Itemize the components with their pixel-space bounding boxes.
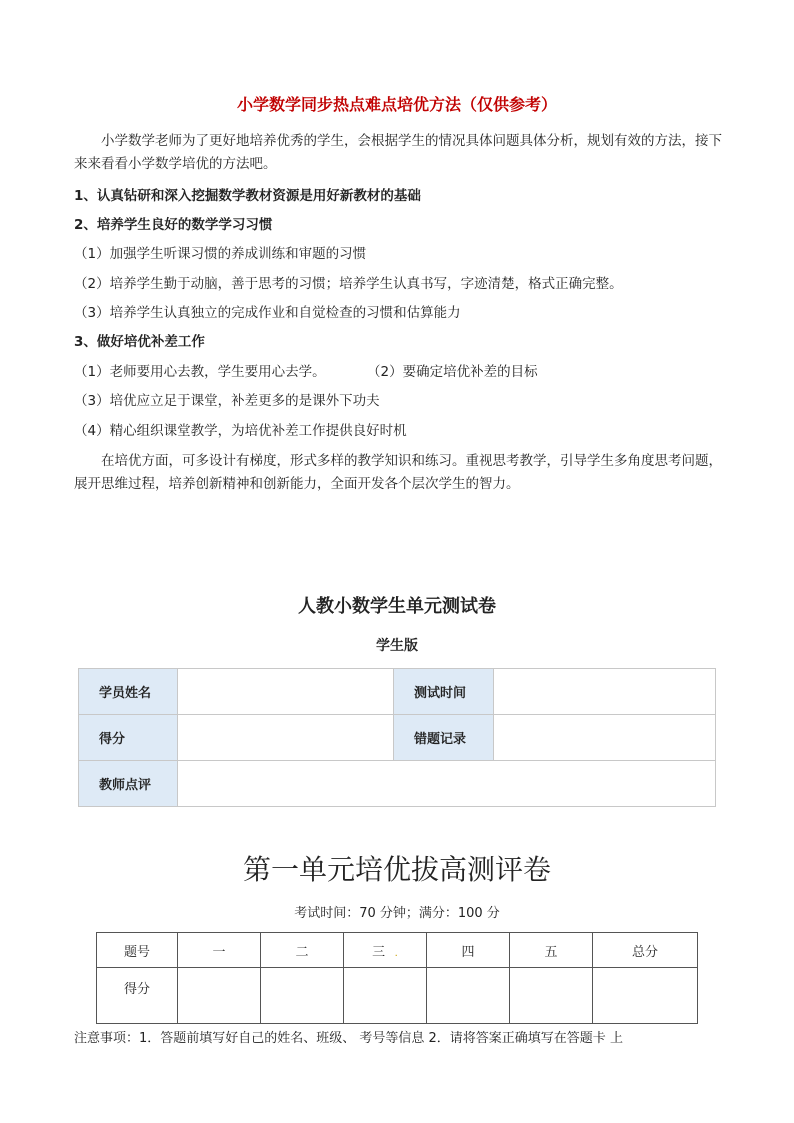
exam-title: 第一单元培优拔高测评卷 bbox=[242, 853, 551, 886]
score-cell[interactable] bbox=[178, 968, 261, 1024]
dot-mark: . bbox=[385, 947, 398, 959]
list-item: （3）培优应立足于课堂，补差更多的是课外下功夫 bbox=[74, 393, 380, 409]
score-cell[interactable] bbox=[427, 968, 510, 1024]
test-paper-title: 人教小数学生单元测试卷 bbox=[298, 596, 496, 617]
edition-label: 学生版 bbox=[376, 638, 418, 654]
heading-2: 2、培养学生良好的数学学习习惯 bbox=[74, 217, 273, 233]
score-header: 五 bbox=[510, 933, 593, 968]
heading-3: 3、做好培优补差工作 bbox=[74, 334, 205, 350]
score-header: 一 bbox=[178, 933, 261, 968]
teacher-comment-field[interactable] bbox=[178, 761, 716, 807]
score-row-label: 得分 bbox=[97, 968, 178, 1024]
score-header: 四 bbox=[427, 933, 510, 968]
list-item: （2）要确定培优补差的目标 bbox=[367, 364, 538, 380]
score-field[interactable] bbox=[178, 715, 394, 761]
name-field[interactable] bbox=[178, 669, 394, 715]
score-header-text: 三 bbox=[372, 944, 386, 960]
list-item: （1）老师要用心去教，学生要用心去学。 bbox=[74, 364, 326, 380]
error-record-label: 错题记录 bbox=[394, 715, 494, 761]
intro-paragraph: 小学数学老师为了更好地培养优秀的学生，会根据学生的情况具体问题具体分析，规划有效的方法，接下来来看看小学数学培优的方法吧。 bbox=[74, 133, 722, 172]
score-header: 题号 bbox=[97, 933, 178, 968]
score-table bbox=[96, 932, 698, 1024]
exam-time-info: 考试时间：70 分钟；满分：100 分 bbox=[294, 906, 500, 921]
test-time-field[interactable] bbox=[494, 669, 716, 715]
list-item: （3）培养学生认真独立的完成作业和自觉检查的习惯和估算能力 bbox=[74, 305, 461, 321]
heading-1: 1、认真钻研和深入挖掘数学教材资源是用好新教材的基础 bbox=[74, 188, 421, 204]
score-cell[interactable] bbox=[510, 968, 593, 1024]
student-info-table bbox=[78, 668, 716, 807]
score-cell[interactable] bbox=[593, 968, 698, 1024]
exam-notice: 注意事项：1．答题前填写好自己的姓名、班级、 考号等信息 2．请将答案正确填写在答题卡 上 bbox=[74, 1031, 623, 1046]
test-time-label: 测试时间 bbox=[394, 669, 494, 715]
score-cell[interactable] bbox=[344, 968, 427, 1024]
score-cell[interactable] bbox=[261, 968, 344, 1024]
list-item: （2）培养学生勤于动脑，善于思考的习惯；培养学生认真书写，字迹清楚，格式正确完整。 bbox=[74, 276, 623, 292]
name-label: 学员姓名 bbox=[79, 669, 178, 715]
list-item: （4）精心组织课堂教学，为培优补差工作提供良好时机 bbox=[74, 423, 407, 439]
article-title: 小学数学同步热点难点培优方法（仅供参考） bbox=[236, 95, 557, 114]
score-label: 得分 bbox=[79, 715, 178, 761]
score-header bbox=[344, 933, 427, 968]
conclusion-paragraph: 在培优方面，可多设计有梯度，形式多样的教学知识和练习。重视思考教学，引导学生多角度思考问题，展开思维过程，培养创新精神和创新能力，全面开发各个层次学生的智力。 bbox=[74, 453, 722, 492]
list-item: （1）加强学生听课习惯的养成训练和审题的习惯 bbox=[74, 246, 367, 262]
score-header: 总分 bbox=[593, 933, 698, 968]
score-header: 二 bbox=[261, 933, 344, 968]
error-record-field[interactable] bbox=[494, 715, 716, 761]
teacher-comment-label: 教师点评 bbox=[79, 761, 178, 807]
